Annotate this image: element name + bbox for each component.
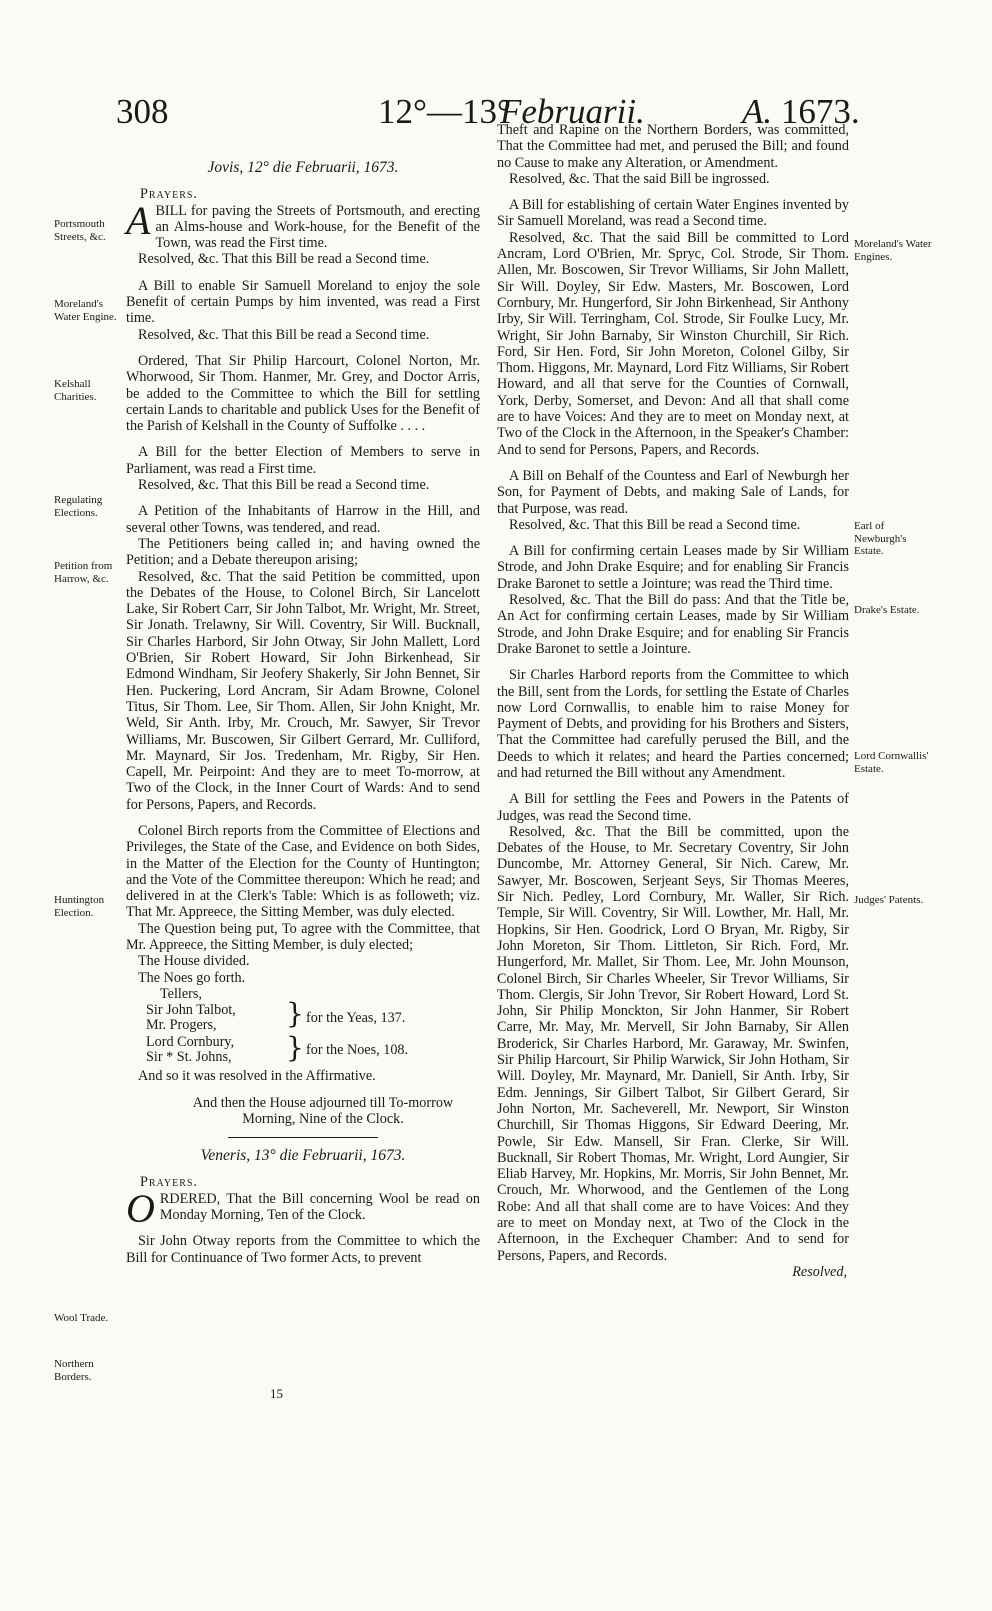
signature-mark: 15 bbox=[270, 1386, 283, 1401]
header-year-number: 1673. bbox=[780, 92, 860, 131]
margin-note-northern: Northern Borders. bbox=[54, 1358, 94, 1383]
drop-cap-o: O bbox=[126, 1185, 155, 1231]
left-column bbox=[126, 160, 480, 1266]
teller-3: Lord Cornbury, bbox=[146, 1034, 235, 1051]
entry-wool-text: RDERED, That the Bill concerning Wool be read on Monday Morning, Ten of the Clock. bbox=[159, 1190, 480, 1224]
entry-question: The Question being put, To agree with the Committee, that Mr. Appreece, the Sitting Member, is duly elected; bbox=[126, 920, 480, 954]
margin-note-elections: Regulating Elections. bbox=[54, 494, 103, 519]
margin-note-cornwallis: Lord Cornwallis' Estate. bbox=[854, 750, 929, 775]
margin-note-judges: Judges' Patents. bbox=[854, 894, 924, 906]
entry-elections-resolved: Resolved, &c. That this Bill be read a Second time. bbox=[138, 477, 430, 494]
entry-wool bbox=[126, 1185, 480, 1231]
entry-elections: A Bill for the better Election of Members to serve in Parliament, was read a First time. bbox=[126, 444, 480, 477]
teller-4: Sir * St. Johns, bbox=[146, 1049, 232, 1066]
margin-note-portsmouth: Portsmouth Streets, &c. bbox=[54, 218, 106, 243]
adjourn-line-1: And then the House adjourned till To-morrow bbox=[192, 1094, 454, 1111]
day-heading-veneris: Veneris, 13° die Februarii, 1673. bbox=[200, 1147, 406, 1165]
day-heading-jovis: Jovis, 12° die Februarii, 1673. bbox=[207, 159, 399, 176]
entry-harrow-petitioners: The Petitioners being called in; and having owned the Petition; and a Debate thereupon arising; bbox=[126, 535, 480, 569]
margin-note-drake: Drake's Estate. bbox=[854, 604, 920, 616]
entry-cornwallis: Sir Charles Harbord reports from the Committee to which the Bill, sent from the Lords, for settling the Estate of Charles now Lord Cornwallis, to enable him to raise Money for Payment of Debts, and providing for his Brothers and Sisters, That the Committee had carefully perused the Bill, and the Deeds to which it relates; and heard the Parties concerned; and had returned the Bill without any Amendment. bbox=[497, 667, 849, 781]
entry-northern-continued: Theft and Rapine on the Northern Borders, was committed, That the Committee had met, and perused the Bill; and found no Cause to make any Alteration, or Amendment. bbox=[497, 122, 849, 171]
entry-water-engines: A Bill for establishing of certain Water Engines invented by Sir Samuell Moreland, was read a Second time. bbox=[497, 197, 849, 230]
teller-1: Sir John Talbot, bbox=[146, 1002, 236, 1019]
entry-judges: A Bill for settling the Fees and Powers in the Patents of Judges, was read the Second time. bbox=[497, 791, 849, 824]
margin-note-huntington: Huntington Election. bbox=[54, 894, 105, 919]
entry-divided: The House divided. bbox=[138, 953, 250, 970]
entry-moreland: A Bill to enable Sir Samuell Moreland to enjoy the sole Benefit of certain Pumps by him invented, was read a First time. bbox=[126, 277, 480, 327]
entry-portsmouth-text: BILL for paving the Streets of Portsmouth, and erecting an Alms-house and Work-house, for the Benefit of the Town, was read the First time. bbox=[155, 202, 480, 252]
prayers-heading: Prayers. bbox=[140, 186, 198, 203]
right-column bbox=[497, 122, 849, 1280]
entry-judges-resolved: Resolved, &c. That the Bill be committed, upon the Debates of the House, to Mr. Secretary Coventry, Sir John Duncombe, Mr. Attorney General, Sir Nich. Carew, Mr. Sawyer, Mr. Boscowen, Serjeant Seys, Sir Thomas Meeres, Sir Nich. Pedley, Lord Cornbury, Mr. Waller, Sir Rich. Temple, Sir Will. Coventry, Sir Will. Lowther, Mr. Hall, Mr. Hopkins, Sir Hen. Goodrick, Lord O Bryan, Mr. Rigby, Sir John Moreton, Sir Thom. Littleton, Sir Rich. Ford, Mr. Hungerford, Mr. Mallet, Sir Thom. Lee, Mr. John Mounson, Colonel Birch, Sir Charles Wheeler, Sir Trevor Williams, Sir Thom. Clergis, Sir John Trevor, Sir Robert Howard, Lord St. John, Sir Philip Monckton, Sir John Hanmer, Sir Robert Carre, Mr. May, Mr. Mervell, Sir John Barnaby, Sir Allen Broderick, Sir Charles Harbord, Mr. Garaway, Mr. Swinfen, Sir Philip Harcourt, Sir Philip Warwick, Sir John Hotham, Sir Will. Doyley, Mr. Maynard, Mr. Daniell, Sir Anth. Irby, Sir Edm. Jennings, Sir Gilbert Talbot, Sir Gilbert Gerard, Sir John Norton, Mr. Sacheverell, Mr. Newport, Sir Winston Churchill, Sir Thomas Higgons, Sir Edward Deering, Mr. Powle, Sir Edw. Mansell, Sir Fran. Clerke, Sir Will. Bucknall, Sir Robert Thomas, Mr. Wright, Lord Aungier, Sir Eliab Harvey, Mr. Hopkins, Mr. Morris, Sir John Bennet, Mr. Crouch, Mr. Whorwood, and the Gentlemen of the Long Robe: And all that shall come are to have Voices: And they are to meet on Monday next, at Two of the Clock in the Afternoon, in the Exchequer Chamber: And to send for Persons, Papers, and Records. bbox=[497, 823, 849, 1264]
drop-cap-a: A bbox=[126, 197, 151, 243]
adjourn-line-2: Morning, Nine of the Clock. bbox=[242, 1110, 404, 1127]
entry-noes-forth: The Noes go forth. bbox=[138, 969, 246, 986]
tally-noes: for the Noes, 108. bbox=[306, 1042, 409, 1059]
margin-note-harrow: Petition from Harrow, &c. bbox=[54, 560, 113, 585]
margin-note-water: Moreland's Water Engines. bbox=[854, 238, 932, 263]
tellers-heading: Tellers, bbox=[160, 985, 202, 1002]
brace-yeas: } bbox=[286, 997, 304, 1031]
entry-northern: Sir John Otway reports from the Committee to which the Bill for Continuance of Two former Acts, to prevent bbox=[126, 1233, 480, 1266]
header-year-prefix: A. bbox=[742, 92, 773, 131]
entry-harrow-petition: A Petition of the Inhabitants of Harrow in the Hill, and several other Towns, was tendered, and read. bbox=[126, 503, 480, 536]
margin-note-newburgh: Earl of Newburgh's Estate. bbox=[854, 520, 907, 557]
margin-note-moreland: Moreland's Water Engine. bbox=[54, 298, 117, 323]
entry-moreland-resolved: Resolved, &c. That this Bill be read a Second time. bbox=[138, 326, 430, 343]
brace-noes: } bbox=[286, 1031, 304, 1065]
header-date: 12°—13° bbox=[378, 92, 511, 131]
page-number: 308 bbox=[116, 92, 169, 131]
teller-2: Mr. Progers, bbox=[146, 1017, 217, 1034]
entry-kelshall: Ordered, That Sir Philip Harcourt, Colonel Norton, Mr. Whorwood, Sir Thom. Hanmer, Mr. Grey, and Doctor Arris, be added to the Committee to which the Bill for settling certain Lands to charitable and publick Uses for the Benefit of the Parish of Kelshall in the County of Suffolke . . . . bbox=[126, 352, 480, 435]
tally-yeas: for the Yeas, 137. bbox=[306, 1010, 406, 1027]
tellers-block bbox=[126, 997, 480, 1068]
header-month: Februarii. bbox=[500, 92, 645, 131]
entry-drake: A Bill for confirming certain Leases made by Sir William Strode, and John Drake Esquire; and for enabling Sir Francis Drake Baronet to settle a Jointure; was read the Third time. bbox=[497, 543, 849, 592]
entry-portsmouth-resolved: Resolved, &c. That this Bill be read a Second time. bbox=[138, 251, 430, 268]
entry-portsmouth bbox=[126, 197, 480, 252]
entry-water-resolved: Resolved, &c. That the said Bill be committed to Lord Ancram, Lord O'Brien, Mr. Spryc, Col. Strode, Sir Thom. Allen, Mr. Boscowen, Sir Trevor Williams, Sir John Mallett, Sir Will. Doyley, Sir Edw. Masters, Mr. Boscowen, Lord Cornbury, Mr. Hungerford, Sir John Birkenhead, Sir Anthony Irby, Sir Will. Terringham, Col. Strode, Sir Foulke Lucy, Mr. Wright, Sir John Barnaby, Sir Winston Churchill, Sir Rich. Ford, Sir Hen. Ford, Sir John Moreton, Colonel Gilby, Sir Thom. Higgons, Mr. Maynard, Lord Fitz Williams, Sir Robert Howard, and all that serve for the Counties of Cornwall, York, Derby, Somerset, and Devon: And all that shall come are to have Voices: And they are to meet on Monday next, at Two of the Clock in the Afternoon, in the Speaker's Chamber: And to send for Persons, Papers, and Records. bbox=[497, 229, 849, 458]
entry-harrow-resolved: Resolved, &c. That the said Petition be committed, upon the Debates of the House, to Colonel Birch, Sir Lancelott Lake, Sir Robert Carr, Sir John Talbot, Mr. Wright, Mr. Street, Sir Jonath. Trelawny, Sir Will. Coventry, Sir Will. Bucknall, Sir Charles Harbord, Sir John Otway, Sir John Mallett, Lord O'Brien, Sir Robert Howard, Sir John Birkenhead, Sir Edmond Windham, Sir Jeofery Shakerly, Sir John Bennet, Sir Hen. Puckering, Lord Ancram, Sir Adam Browne, Colonel Titus, Sir Thom. Lee, Sir Thom. Allen, Sir John Knight, Mr. Weld, Sir Anth. Irby, Mr. Crouch, Mr. Sawyer, Sir Trevor Williams, Mr. Buscowen, Sir Gilbert Gerrard, Mr. Culliford, Mr. Maynard, Sir Jos. Tredenham, Mr. Rigby, Sir Hen. Capell, Mr. Peirpoint: And they are to meet To-morrow, at Two of the Clock, in the Inner Court of Wards: And to send for Persons, Papers, and Records. bbox=[126, 568, 480, 813]
entry-newburgh-resolved: Resolved, &c. That this Bill be read a Second time. bbox=[509, 516, 801, 533]
entry-huntington: Colonel Birch reports from the Committee of Elections and Privileges, the State of the Case, and Evidence on both Sides, in the Matter of the Election for the County of Huntington; and the Vote of the Committee thereupon: Which he read; and delivered in at the Clerk's Table: Which is as followeth; viz. That Mr. Appreece, the Sitting Member, was duly elected. bbox=[126, 822, 480, 921]
catchword: Resolved, bbox=[792, 1263, 847, 1280]
entry-drake-resolved: Resolved, &c. That the Bill do pass: And that the Title be, An Act for confirming certain Leases, made by Sir William Strode, and John Drake Esquire; and for enabling Sir Francis Drake Baronet to settle a Jointure. bbox=[497, 592, 849, 657]
entry-resolved-affirmative: And so it was resolved in the Affirmative. bbox=[138, 1068, 376, 1085]
prayers-heading-2: Prayers. bbox=[140, 1174, 198, 1191]
entry-newburgh: A Bill on Behalf of the Countess and Earl of Newburgh her Son, for Payment of Debts, and making Sale of Lands, for that Purpose, was read. bbox=[497, 467, 849, 517]
entry-northern-resolved: Resolved, &c. That the said Bill be ingrossed. bbox=[509, 170, 770, 187]
margin-note-wool: Wool Trade. bbox=[54, 1312, 109, 1324]
margin-note-kelshall: Kelshall Charities. bbox=[54, 378, 97, 403]
